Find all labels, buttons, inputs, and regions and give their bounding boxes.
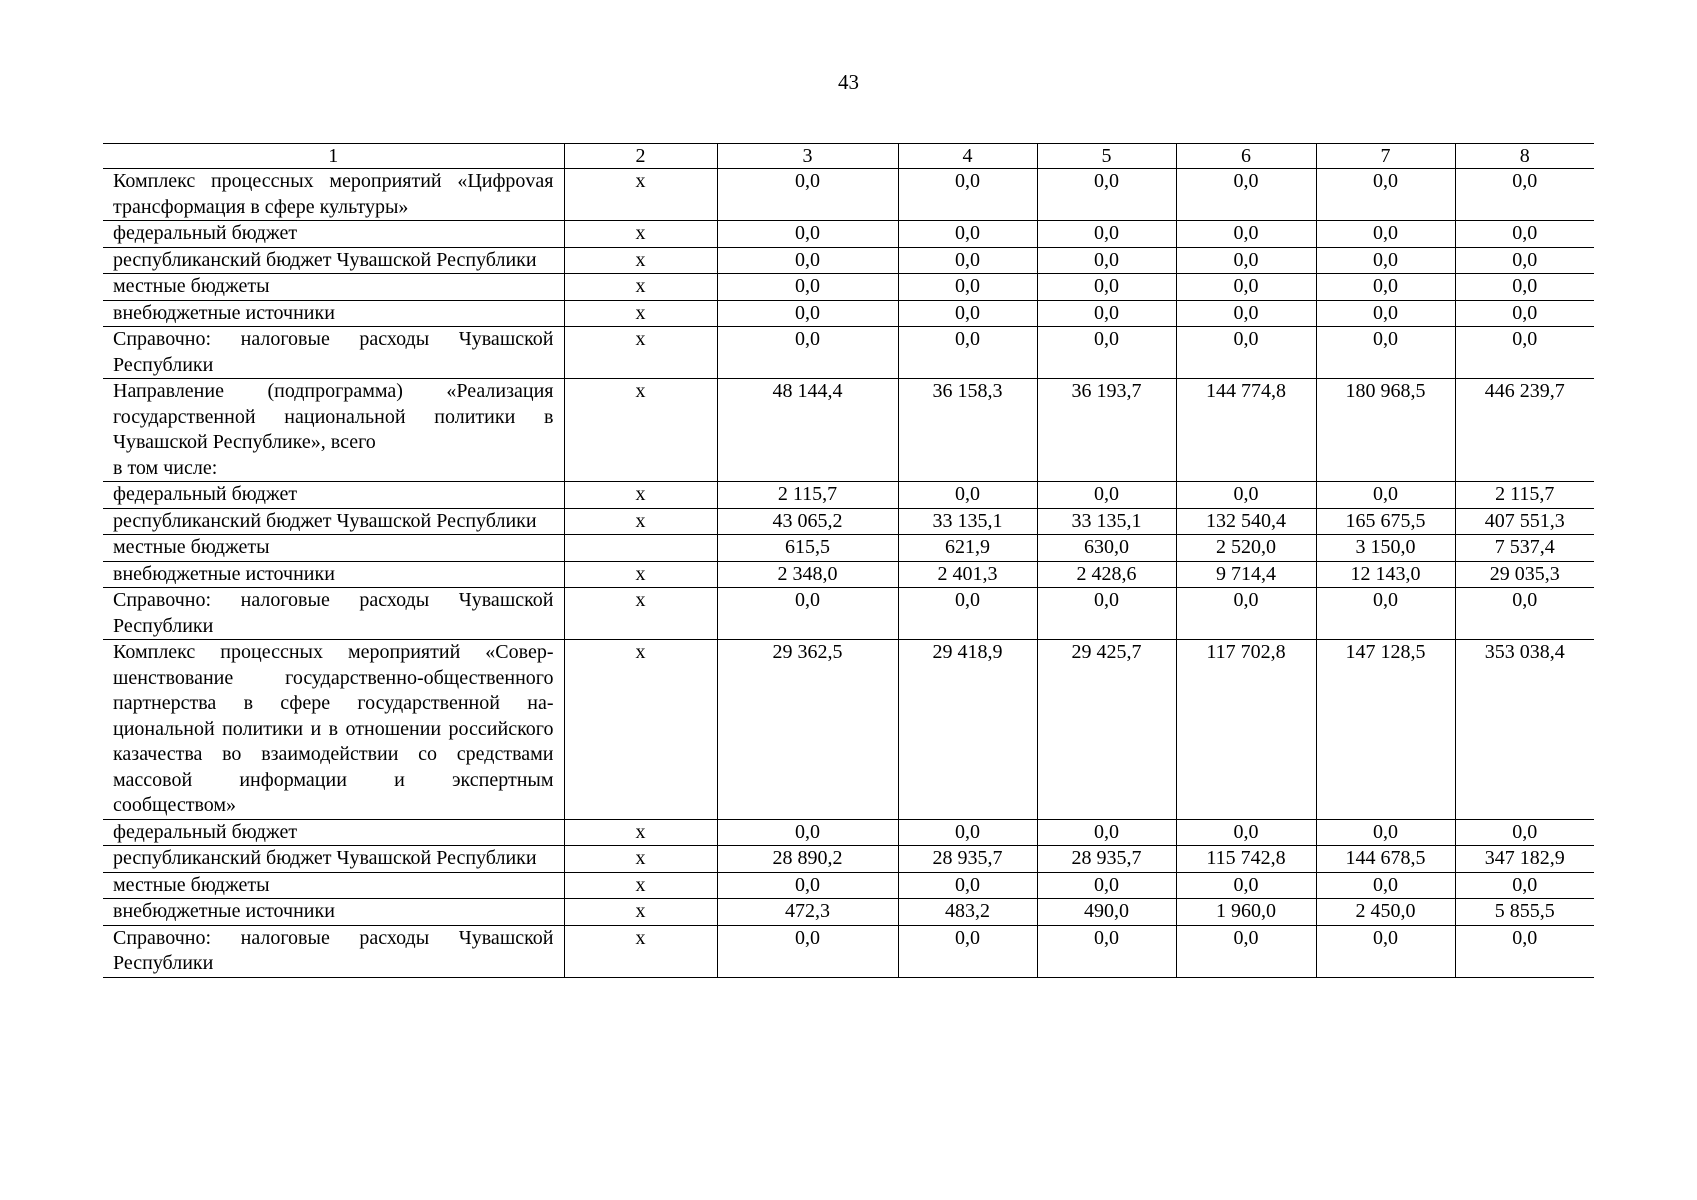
value-cell: 0,0 bbox=[1037, 327, 1176, 379]
value-cell: 0,0 bbox=[898, 274, 1037, 301]
row-label-text: Справочно: налоговые расходы Чувашской Республики bbox=[113, 926, 554, 974]
value-cell: 0,0 bbox=[717, 819, 898, 846]
value-cell: 0,0 bbox=[898, 247, 1037, 274]
row-label-text: Справочно: налоговые расходы Чувашской Республики bbox=[113, 328, 554, 376]
value-cell: 0,0 bbox=[1037, 872, 1176, 899]
value-cell: 347 182,9 bbox=[1455, 846, 1594, 873]
value-cell: 0,0 bbox=[1037, 925, 1176, 977]
value-cell: 0,0 bbox=[1176, 247, 1316, 274]
row-label-text: республиканский бюджет Чувашской Республики bbox=[113, 847, 537, 869]
value-cell: 33 135,1 bbox=[898, 508, 1037, 535]
row-label bbox=[103, 379, 564, 482]
value-cell: 0,0 bbox=[1455, 925, 1594, 977]
value-cell: 0,0 bbox=[1176, 925, 1316, 977]
value-cell: 0,0 bbox=[1455, 819, 1594, 846]
value-cell: 1 960,0 bbox=[1176, 899, 1316, 926]
value-cell: 2 428,6 bbox=[1037, 561, 1176, 588]
value-cell: 0,0 bbox=[1176, 482, 1316, 509]
value-cell: 117 702,8 bbox=[1176, 640, 1316, 820]
value-cell: 0,0 bbox=[1176, 169, 1316, 221]
value-cell: 48 144,4 bbox=[717, 379, 898, 482]
table-row bbox=[103, 508, 1594, 535]
value-cell: 353 038,4 bbox=[1455, 640, 1594, 820]
table-row bbox=[103, 819, 1594, 846]
value-cell: 43 065,2 bbox=[717, 508, 898, 535]
row-label bbox=[103, 508, 564, 535]
value-cell: 0,0 bbox=[1455, 221, 1594, 248]
value-cell: 0,0 bbox=[1176, 221, 1316, 248]
value-cell: 0,0 bbox=[1455, 300, 1594, 327]
value-cell: 621,9 bbox=[898, 535, 1037, 562]
value-cell: 490,0 bbox=[1037, 899, 1176, 926]
value-cell: 28 935,7 bbox=[1037, 846, 1176, 873]
row-label-text: местные бюджеты bbox=[113, 536, 270, 558]
table-row bbox=[103, 247, 1594, 274]
value-cell: 7 537,4 bbox=[1455, 535, 1594, 562]
value-cell: 0,0 bbox=[1316, 872, 1455, 899]
value-cell: 3 150,0 bbox=[1316, 535, 1455, 562]
value-cell: 0,0 bbox=[717, 872, 898, 899]
value-cell: 407 551,3 bbox=[1455, 508, 1594, 535]
value-cell: 0,0 bbox=[1176, 872, 1316, 899]
value-cell: 472,3 bbox=[717, 899, 898, 926]
column-2-cell: х bbox=[564, 508, 717, 535]
value-cell: 483,2 bbox=[898, 899, 1037, 926]
table-row bbox=[103, 561, 1594, 588]
value-cell: 28 890,2 bbox=[717, 846, 898, 873]
row-label bbox=[103, 221, 564, 248]
value-cell: 0,0 bbox=[717, 221, 898, 248]
table-row bbox=[103, 379, 1594, 482]
value-cell: 0,0 bbox=[1455, 247, 1594, 274]
value-cell: 630,0 bbox=[1037, 535, 1176, 562]
value-cell: 0,0 bbox=[1316, 925, 1455, 977]
column-2-cell: х bbox=[564, 247, 717, 274]
value-cell: 0,0 bbox=[717, 169, 898, 221]
column-number: 8 bbox=[1455, 144, 1594, 169]
value-cell: 0,0 bbox=[1176, 274, 1316, 301]
value-cell: 2 348,0 bbox=[717, 561, 898, 588]
value-cell: 0,0 bbox=[1037, 221, 1176, 248]
value-cell: 446 239,7 bbox=[1455, 379, 1594, 482]
row-label-text: республиканский бюджет Чувашской Республики bbox=[113, 509, 537, 532]
table-row bbox=[103, 327, 1594, 379]
column-2-cell: х bbox=[564, 169, 717, 221]
value-cell: 0,0 bbox=[898, 588, 1037, 640]
row-label-text: местные бюджеты bbox=[113, 275, 270, 297]
budget-table bbox=[103, 143, 1594, 978]
table-row bbox=[103, 300, 1594, 327]
row-label bbox=[103, 561, 564, 588]
table-row bbox=[103, 925, 1594, 977]
column-number: 7 bbox=[1316, 144, 1455, 169]
column-2-cell: х bbox=[564, 872, 717, 899]
row-label-text: федеральный бюджет bbox=[113, 483, 298, 505]
column-2-cell: х bbox=[564, 640, 717, 820]
value-cell: 115 742,8 bbox=[1176, 846, 1316, 873]
row-label bbox=[103, 327, 564, 379]
value-cell: 28 935,7 bbox=[898, 846, 1037, 873]
row-label-text: местные бюджеты bbox=[113, 873, 270, 896]
column-2-cell: х bbox=[564, 925, 717, 977]
value-cell: 0,0 bbox=[717, 588, 898, 640]
value-cell: 132 540,4 bbox=[1176, 508, 1316, 535]
column-number: 2 bbox=[564, 144, 717, 169]
value-cell: 0,0 bbox=[717, 327, 898, 379]
value-cell: 0,0 bbox=[1176, 327, 1316, 379]
value-cell: 0,0 bbox=[1316, 221, 1455, 248]
table-row bbox=[103, 640, 1594, 820]
row-label bbox=[103, 169, 564, 221]
column-2-cell: х bbox=[564, 819, 717, 846]
column-2-cell: х bbox=[564, 300, 717, 327]
value-cell: 0,0 bbox=[898, 872, 1037, 899]
value-cell: 0,0 bbox=[898, 300, 1037, 327]
value-cell: 144 774,8 bbox=[1176, 379, 1316, 482]
table-row bbox=[103, 899, 1594, 926]
value-cell: 5 855,5 bbox=[1455, 899, 1594, 926]
row-label bbox=[103, 925, 564, 977]
value-cell: 29 362,5 bbox=[717, 640, 898, 820]
value-cell: 0,0 bbox=[1316, 588, 1455, 640]
value-cell: 0,0 bbox=[717, 925, 898, 977]
value-cell: 144 678,5 bbox=[1316, 846, 1455, 873]
value-cell: 0,0 bbox=[898, 327, 1037, 379]
value-cell: 0,0 bbox=[898, 819, 1037, 846]
value-cell: 2 115,7 bbox=[1455, 482, 1594, 509]
value-cell: 36 158,3 bbox=[898, 379, 1037, 482]
value-cell: 615,5 bbox=[717, 535, 898, 562]
table-row bbox=[103, 588, 1594, 640]
value-cell: 0,0 bbox=[1037, 247, 1176, 274]
value-cell: 29 035,3 bbox=[1455, 561, 1594, 588]
row-label bbox=[103, 872, 564, 899]
value-cell: 0,0 bbox=[1455, 588, 1594, 640]
column-2-cell: х bbox=[564, 561, 717, 588]
row-label-text: федеральный бюджет bbox=[113, 222, 298, 244]
value-cell: 180 968,5 bbox=[1316, 379, 1455, 482]
column-2-cell bbox=[564, 535, 717, 562]
value-cell: 0,0 bbox=[717, 247, 898, 274]
value-cell: 0,0 bbox=[1176, 588, 1316, 640]
value-cell: 0,0 bbox=[1176, 300, 1316, 327]
column-2-cell: х bbox=[564, 221, 717, 248]
row-label bbox=[103, 588, 564, 640]
row-label-text: Комплекс процессных мероприятий «Совершенствование государственно-общественного партнерства в сфере государственной национальной политики и в отношении российского казачества во взаимодействии со средствами массовой информации и экспертным сообществом» bbox=[113, 641, 554, 816]
value-cell: 2 115,7 bbox=[717, 482, 898, 509]
row-label-text: республиканский бюджет Чувашской Республики bbox=[113, 248, 537, 271]
table-row bbox=[103, 274, 1594, 301]
table-row bbox=[103, 482, 1594, 509]
value-cell: 0,0 bbox=[1316, 482, 1455, 509]
column-2-cell: х bbox=[564, 482, 717, 509]
table-body bbox=[103, 144, 1594, 978]
column-number: 4 bbox=[898, 144, 1037, 169]
table-row bbox=[103, 872, 1594, 899]
value-cell: 0,0 bbox=[1455, 274, 1594, 301]
row-label bbox=[103, 482, 564, 509]
value-cell: 2 401,3 bbox=[898, 561, 1037, 588]
value-cell: 29 418,9 bbox=[898, 640, 1037, 820]
value-cell: 0,0 bbox=[1176, 819, 1316, 846]
column-2-cell: х bbox=[564, 846, 717, 873]
value-cell: 0,0 bbox=[1037, 819, 1176, 846]
row-subnote: в том числе: bbox=[113, 456, 218, 479]
value-cell: 165 675,5 bbox=[1316, 508, 1455, 535]
value-cell: 0,0 bbox=[1455, 872, 1594, 899]
value-cell: 29 425,7 bbox=[1037, 640, 1176, 820]
value-cell: 0,0 bbox=[1037, 274, 1176, 301]
row-label bbox=[103, 819, 564, 846]
row-label-text: внебюджетные источники bbox=[113, 900, 335, 922]
value-cell: 0,0 bbox=[898, 221, 1037, 248]
value-cell: 0,0 bbox=[1316, 247, 1455, 274]
column-2-cell: х bbox=[564, 379, 717, 482]
row-label bbox=[103, 247, 564, 274]
table-row bbox=[103, 221, 1594, 248]
column-2-cell: х bbox=[564, 588, 717, 640]
row-label-text: внебюджетные источники bbox=[113, 562, 335, 585]
value-cell: 0,0 bbox=[1316, 274, 1455, 301]
value-cell: 0,0 bbox=[717, 274, 898, 301]
value-cell: 0,0 bbox=[1316, 169, 1455, 221]
row-label bbox=[103, 300, 564, 327]
column-2-cell: х bbox=[564, 274, 717, 301]
value-cell: 0,0 bbox=[898, 169, 1037, 221]
value-cell: 2 520,0 bbox=[1176, 535, 1316, 562]
column-number: 1 bbox=[103, 144, 564, 169]
row-label-text: внебюджетные источники bbox=[113, 301, 335, 324]
value-cell: 0,0 bbox=[1455, 169, 1594, 221]
table-row bbox=[103, 535, 1594, 562]
value-cell: 147 128,5 bbox=[1316, 640, 1455, 820]
value-cell: 0,0 bbox=[1455, 327, 1594, 379]
value-cell: 0,0 bbox=[1037, 482, 1176, 509]
value-cell: 36 193,7 bbox=[1037, 379, 1176, 482]
value-cell: 9 714,4 bbox=[1176, 561, 1316, 588]
value-cell: 12 143,0 bbox=[1316, 561, 1455, 588]
value-cell: 0,0 bbox=[898, 482, 1037, 509]
value-cell: 0,0 bbox=[1037, 169, 1176, 221]
value-cell: 0,0 bbox=[717, 300, 898, 327]
column-number: 6 bbox=[1176, 144, 1316, 169]
row-label bbox=[103, 846, 564, 873]
row-label-text: Справочно: налоговые расходы Чувашской Республики bbox=[113, 589, 554, 637]
column-2-cell: х bbox=[564, 899, 717, 926]
value-cell: 0,0 bbox=[898, 925, 1037, 977]
column-2-cell: х bbox=[564, 327, 717, 379]
row-label-text: федеральный бюджет bbox=[113, 820, 298, 843]
table-row bbox=[103, 846, 1594, 873]
row-label-text: Комплекс процессных мероприятий «Цифроvая трансформация в сфере культуры» bbox=[113, 170, 554, 218]
value-cell: 0,0 bbox=[1316, 819, 1455, 846]
value-cell: 0,0 bbox=[1316, 327, 1455, 379]
value-cell: 0,0 bbox=[1037, 588, 1176, 640]
row-label bbox=[103, 640, 564, 820]
table-row bbox=[103, 169, 1594, 221]
row-label-text: Направление (подпрограмма) «Реализация государственной национальной политики в Чувашской Республике», всего bbox=[113, 380, 554, 453]
row-label bbox=[103, 274, 564, 301]
value-cell: 2 450,0 bbox=[1316, 899, 1455, 926]
value-cell: 33 135,1 bbox=[1037, 508, 1176, 535]
page-number: 43 bbox=[838, 70, 859, 94]
row-label bbox=[103, 535, 564, 562]
row-label bbox=[103, 899, 564, 926]
value-cell: 0,0 bbox=[1037, 300, 1176, 327]
column-number-row bbox=[103, 144, 1594, 169]
column-number: 3 bbox=[717, 144, 898, 169]
value-cell: 0,0 bbox=[1316, 300, 1455, 327]
column-number: 5 bbox=[1037, 144, 1176, 169]
